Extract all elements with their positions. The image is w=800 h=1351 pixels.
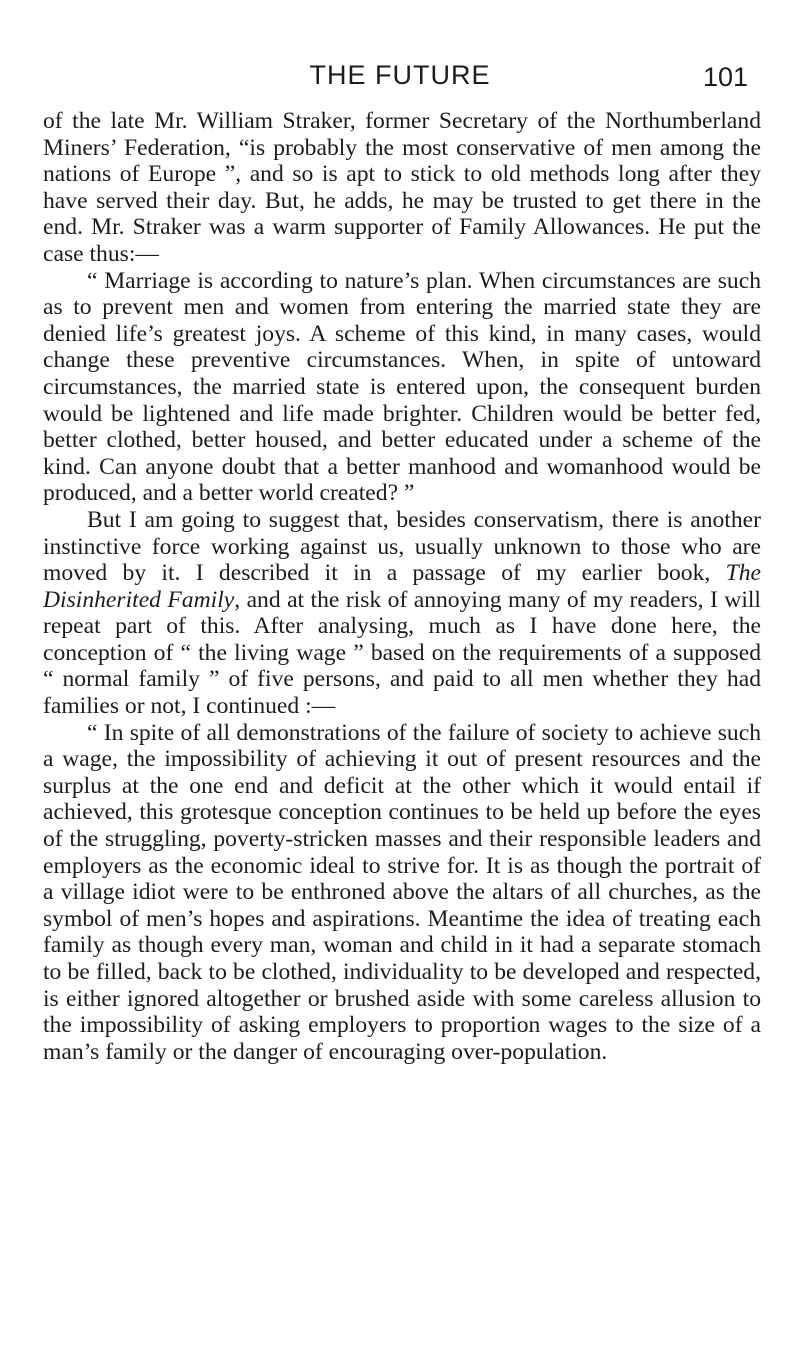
running-head [0, 58, 800, 98]
paragraph-text-start: But I am going to suggest that, besides conservatism, there is another instinctive force working against us, usually unknown to those who are moved by it. I described it in a passage of my earlier book, [43, 506, 761, 587]
book-title: The Disinherited Family [43, 560, 761, 613]
quotation-disinherited-family: “ In spite of all demonstrations of the failure of society to achieve such a wage, the impossibility of achieving it out of present resources and the surplus at the one end and deficit at the other which it would entail if achieved, this grotesque conception continues to be held up before the eyes of the struggling, poverty-stricken masses and their responsible leaders and employers as the economic ideal to strive for. It is as though the portrait of a village idiot were to be enthroned above the altars of all churches, as the symbol of men’s hopes and aspirations. Meantime the idea of treating each family as though every man, woman and child in it had a separate stomach to be filled, back to be clothed, individuality to be developed and respected, is either ignored altogether or brushed aside with some careless allusion to the impossibility of asking employers to proportion wages to the size of a man’s family or the danger of encouraging over-population. [43, 719, 761, 1065]
quotation-straker: “ Marriage is according to nature’s plan. When circumstances are such as to prevent men and women from entering the married state they are denied life’s greatest joys. A scheme of this kind, in many cases, would change these preventive circumstances. When, in spite of untoward circumstances, the married state is entered upon, the consequent burden would be lightened and life made brighter. Children would be better fed, better clothed, better housed, and better educated under a scheme of the kind. Can anyone doubt that a better manhood and womanhood would be produced, and a better world created? ” [43, 267, 761, 507]
body-text [43, 108, 761, 1065]
page-number: 101 [702, 62, 748, 92]
paragraph-conservatism [43, 507, 761, 720]
running-title: THE FUTURE [309, 60, 491, 90]
paragraph-text-end: , and at the risk of annoying many of my readers, I will repeat part of this. After analysing, much as I have done here, the conception of “ the living wage ” based on the requirements of a supposed “ normal family ” of five persons, and paid to all men whether they had families or not, I continued :— [43, 586, 761, 720]
paragraph-continuation: of the late Mr. William Straker, former Secretary of the Northumberland Miners’ Federation, “is probably the most conservative of men among the nations of Europe ”, and so is apt to stick to old methods long after they have served their day. But, he adds, he may be trusted to get there in the end. Mr. Straker was a warm supporter of Family Allowances. He put the case thus:— [43, 108, 761, 267]
